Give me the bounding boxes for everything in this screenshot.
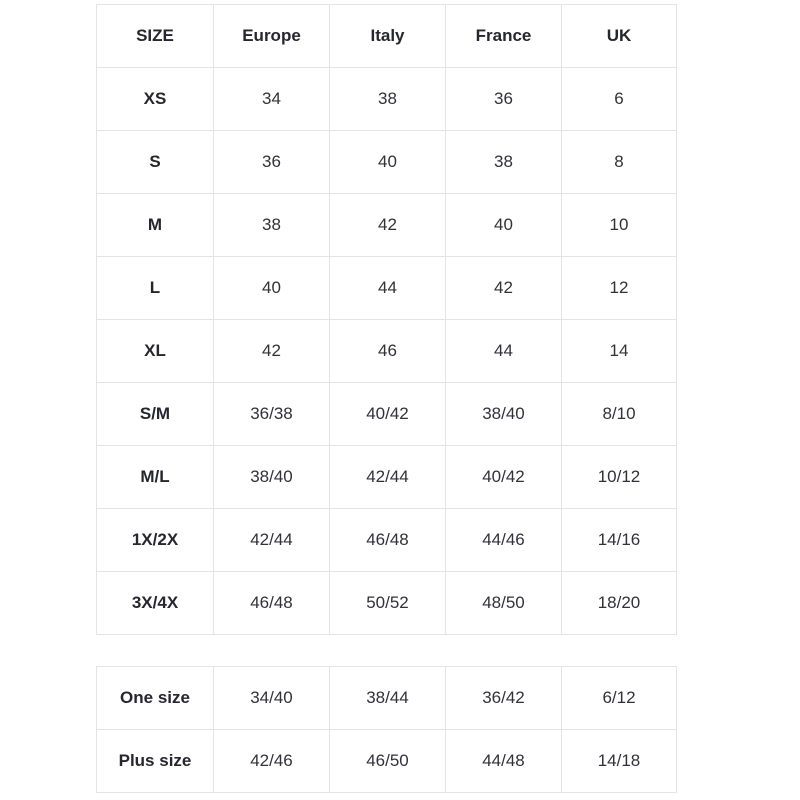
cell-france: 42 [446,257,562,320]
row-label: One size [97,667,214,730]
cell-europe: 42 [214,320,330,383]
cell-italy: 38/44 [330,667,446,730]
cell-france: 38 [446,131,562,194]
table-row [97,667,677,730]
cell-italy: 42/44 [330,446,446,509]
row-label: XL [97,320,214,383]
table-row [97,320,677,383]
column-header-france: France [446,5,562,68]
cell-europe: 36 [214,131,330,194]
cell-europe: 42/46 [214,730,330,793]
cell-italy: 46/50 [330,730,446,793]
cell-italy: 38 [330,68,446,131]
cell-italy: 40 [330,131,446,194]
table-row [97,509,677,572]
cell-italy: 44 [330,257,446,320]
cell-italy: 40/42 [330,383,446,446]
table-row [97,131,677,194]
table-row [97,730,677,793]
cell-italy: 42 [330,194,446,257]
row-label: 3X/4X [97,572,214,635]
cell-uk: 8/10 [562,383,677,446]
cell-uk: 6 [562,68,677,131]
cell-europe: 40 [214,257,330,320]
table-row [97,383,677,446]
row-label: Plus size [97,730,214,793]
cell-france: 44 [446,320,562,383]
header-row [97,5,677,68]
cell-france: 40 [446,194,562,257]
secondary-size-table [96,666,677,793]
main-size-table-container [96,4,676,635]
cell-europe: 38 [214,194,330,257]
cell-france: 44/48 [446,730,562,793]
row-label: L [97,257,214,320]
cell-uk: 18/20 [562,572,677,635]
cell-europe: 42/44 [214,509,330,572]
row-label: M/L [97,446,214,509]
cell-europe: 36/38 [214,383,330,446]
cell-uk: 14/18 [562,730,677,793]
cell-france: 40/42 [446,446,562,509]
table-row [97,194,677,257]
cell-uk: 12 [562,257,677,320]
table-body [97,68,677,635]
column-header-italy: Italy [330,5,446,68]
cell-europe: 38/40 [214,446,330,509]
cell-france: 44/46 [446,509,562,572]
row-label: 1X/2X [97,509,214,572]
row-label: S/M [97,383,214,446]
cell-europe: 46/48 [214,572,330,635]
cell-france: 48/50 [446,572,562,635]
cell-italy: 46 [330,320,446,383]
column-header-uk: UK [562,5,677,68]
cell-europe: 34/40 [214,667,330,730]
cell-uk: 8 [562,131,677,194]
column-header-europe: Europe [214,5,330,68]
table-row [97,257,677,320]
cell-uk: 6/12 [562,667,677,730]
cell-italy: 50/52 [330,572,446,635]
cell-uk: 10/12 [562,446,677,509]
row-label: M [97,194,214,257]
table-body [97,667,677,793]
table-row [97,446,677,509]
cell-uk: 14 [562,320,677,383]
column-header-size: SIZE [97,5,214,68]
main-size-table [96,4,677,635]
cell-uk: 14/16 [562,509,677,572]
cell-europe: 34 [214,68,330,131]
cell-france: 36/42 [446,667,562,730]
table-row [97,572,677,635]
secondary-size-table-container [96,666,676,793]
table-header [97,5,677,68]
table-row [97,68,677,131]
cell-france: 36 [446,68,562,131]
cell-uk: 10 [562,194,677,257]
row-label: S [97,131,214,194]
cell-italy: 46/48 [330,509,446,572]
row-label: XS [97,68,214,131]
cell-france: 38/40 [446,383,562,446]
